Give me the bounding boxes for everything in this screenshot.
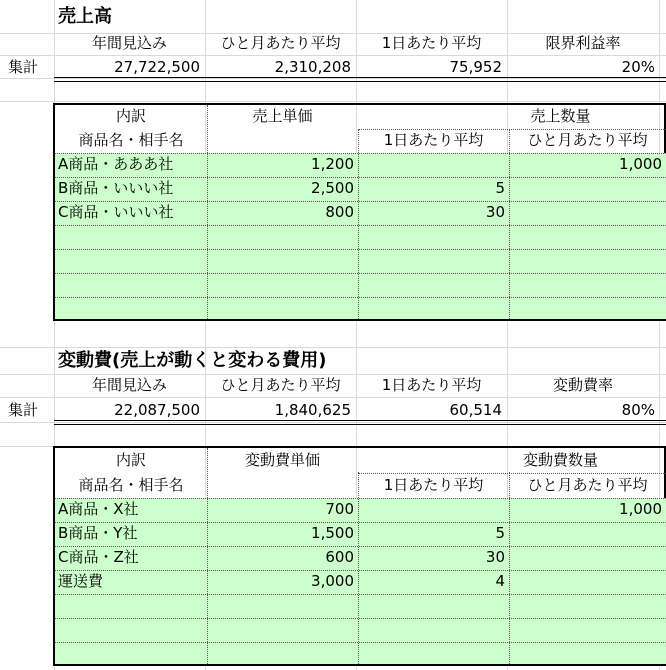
variable-total-label: 集計 xyxy=(8,401,39,419)
sales-title: 売上高 xyxy=(58,6,112,27)
sales-breakdown-table xyxy=(53,103,666,321)
sales-total-rate[interactable]: 20% xyxy=(621,58,655,76)
sales-col-quantity: 売上数量 xyxy=(530,107,591,125)
sales-total-monthly[interactable]: 2,310,208 xyxy=(274,58,351,76)
variable-row-daily[interactable]: 4 xyxy=(495,572,505,590)
variable-row-monthly[interactable] xyxy=(509,571,662,593)
sales-total-annual[interactable]: 27,722,500 xyxy=(114,58,200,76)
sales-row-monthly[interactable] xyxy=(509,178,662,200)
sales-col-unit-price: 売上単価 xyxy=(252,107,313,125)
sales-row-name[interactable]: C商品・いいい社 xyxy=(58,203,174,221)
sales-header-monthly: ひと月あたり平均 xyxy=(220,34,341,52)
sales-col-qty-monthly: ひと月あたり平均 xyxy=(527,131,648,149)
sales-col-breakdown: 内訳 xyxy=(115,107,146,125)
variable-header-monthly: ひと月あたり平均 xyxy=(220,376,341,394)
variable-col-quantity: 変動費数量 xyxy=(522,451,598,469)
variable-row-daily[interactable]: 5 xyxy=(495,524,505,542)
variable-col-qty-daily: 1日あたり平均 xyxy=(383,476,484,494)
sales-row-daily[interactable] xyxy=(358,154,505,176)
sales-row-monthly[interactable] xyxy=(509,202,662,224)
variable-row-price[interactable]: 1,500 xyxy=(311,524,354,542)
variable-row-price[interactable]: 3,000 xyxy=(311,572,354,590)
variable-total-double-underline xyxy=(54,420,666,425)
sales-total-double-underline xyxy=(54,77,666,82)
sales-row-price[interactable]: 2,500 xyxy=(311,179,354,197)
variable-row-name[interactable]: 運送費 xyxy=(58,572,104,590)
variable-total-annual[interactable]: 22,087,500 xyxy=(114,401,200,419)
sales-header-daily: 1日あたり平均 xyxy=(381,34,482,52)
variable-row-name[interactable]: A商品・X社 xyxy=(58,500,139,518)
variable-row-daily[interactable]: 30 xyxy=(485,548,505,566)
variable-col-unit-cost: 変動費単価 xyxy=(244,451,320,469)
sales-row-monthly[interactable]: 1,000 xyxy=(619,155,662,173)
variable-col-qty-monthly: ひと月あたり平均 xyxy=(527,476,648,494)
variable-total-daily[interactable]: 60,514 xyxy=(449,401,502,419)
variable-col-breakdown: 内訳 xyxy=(115,451,146,469)
variable-row-name[interactable]: C商品・Z社 xyxy=(58,548,139,566)
variable-total-rate[interactable]: 80% xyxy=(621,401,655,419)
variable-total-monthly[interactable]: 1,840,625 xyxy=(274,401,351,419)
variable-row-monthly[interactable]: 1,000 xyxy=(619,500,662,518)
sales-header-annual: 年間見込み xyxy=(91,34,167,52)
sales-row-price[interactable]: 1,200 xyxy=(311,155,354,173)
sales-col-product-partner: 商品名・相手名 xyxy=(78,131,184,149)
variable-row-daily[interactable] xyxy=(358,499,505,521)
sales-row-daily[interactable]: 5 xyxy=(495,179,505,197)
variable-row-monthly[interactable] xyxy=(509,547,662,569)
sales-total-label: 集計 xyxy=(8,58,39,76)
variable-row-price[interactable]: 600 xyxy=(325,548,354,566)
sales-header-rate: 限界利益率 xyxy=(545,34,621,52)
variable-row-monthly[interactable] xyxy=(509,523,662,545)
sales-row-name[interactable]: B商品・いいい社 xyxy=(58,179,174,197)
variable-col-product-partner: 商品名・相手名 xyxy=(78,476,184,494)
sales-col-qty-daily: 1日あたり平均 xyxy=(383,131,484,149)
sales-total-daily[interactable]: 75,952 xyxy=(449,58,502,76)
variable-header-rate: 変動費率 xyxy=(552,376,613,394)
sales-row-price[interactable]: 800 xyxy=(325,203,354,221)
variable-row-price[interactable]: 700 xyxy=(325,500,354,518)
variable-header-daily: 1日あたり平均 xyxy=(381,376,482,394)
sales-row-name[interactable]: A商品・あああ社 xyxy=(58,155,174,173)
variable-header-annual: 年間見込み xyxy=(91,376,167,394)
sales-row-daily[interactable]: 30 xyxy=(485,203,505,221)
variable-cost-title: 変動費(売上が動くと変わる費用) xyxy=(58,350,327,371)
variable-row-name[interactable]: B商品・Y社 xyxy=(58,524,138,542)
variable-breakdown-table xyxy=(53,446,666,666)
